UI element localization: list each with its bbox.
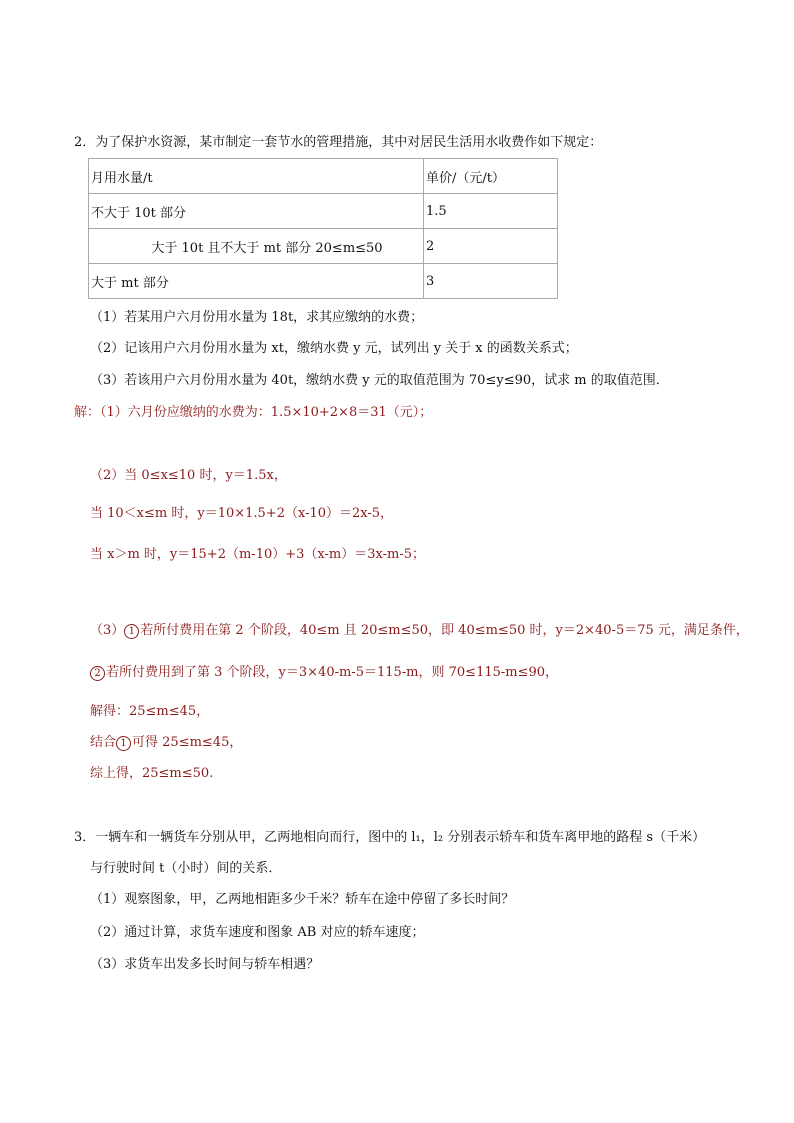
table-cell: 大于 10t 且不大于 mt 部分 20≤m≤50 [89, 229, 424, 264]
circled-number-1-ref: 1 [116, 736, 131, 751]
solution-step-2a: （2）当 0≤x≤10 时，y＝1.5x， [90, 468, 287, 483]
circled-number-1: 1 [124, 624, 139, 639]
solution-step-1: （1）六月份应缴纳的水费为：1.5×10+2×8＝31（元）； [100, 405, 433, 420]
q3-part-2: （2）通过计算，求货车速度和图象 AB 对应的轿车速度； [90, 925, 425, 940]
table-header-row [89, 159, 558, 194]
solution-label: 解： [74, 405, 101, 420]
solution-step-3a [90, 622, 749, 640]
q2-intro: 2．为了保护水资源，某市制定一套节水的管理措施，其中对居民生活用水收费作如下规定： [74, 135, 603, 150]
solution-step-3d-prefix: 结合 [90, 735, 117, 750]
q2-part-3: （3）若该用户六月份用水量为 40t，缴纳水费 y 元的取值范围为 70≤y≤90，试求 m 的取值范围． [90, 373, 669, 388]
solution-step-3d [90, 734, 242, 752]
table-row [89, 229, 558, 264]
solution-step-3d-text: 可得 25≤m≤45， [132, 735, 243, 750]
table-row [89, 264, 558, 299]
q3-line-2: 与行驶时间 t（小时）间的关系． [90, 861, 282, 876]
solution-step-3c: 解得：25≤m≤45， [90, 704, 210, 719]
q3-part-3: （3）求货车出发多长时间与轿车相遇？ [90, 957, 320, 972]
solution-step-3b-text: 若所付费用到了第 3 个阶段，y＝3×40-m-5＝115-m，则 70≤115-m≤90， [106, 665, 559, 680]
table-cell: 大于 mt 部分 [89, 264, 424, 299]
circled-number-2: 2 [90, 666, 105, 681]
q2-part-2: （2）记该用户六月份用水量为 xt，缴纳水费 y 元，试列出 y 关于 x 的函数关系式； [90, 341, 578, 356]
water-fee-table [88, 158, 558, 299]
table-cell: 3 [424, 264, 558, 299]
solution-step-3e: 综上得，25≤m≤50. [90, 766, 214, 781]
solution-step-2c: 当 x＞m 时，y＝15+2（m-10）+3（x-m）＝3x-m-5； [90, 547, 425, 562]
solution-line-1 [74, 404, 432, 422]
q2-part-1: （1）若某用户六月份用水量为 18t，求其应缴纳的水费； [90, 310, 424, 325]
table-header-cell: 单价/（元/t） [424, 159, 558, 194]
table-cell: 2 [424, 229, 558, 264]
table-header-cell: 月用水量/t [89, 159, 424, 194]
solution-step-3b [90, 664, 558, 682]
solution-step-3a-text: 若所付费用在第 2 个阶段，40≤m 且 20≤m≤50，即 40≤m≤50 时，y＝2×40-5＝75 元，满足条件， [140, 623, 749, 638]
table-cell: 1.5 [424, 194, 558, 229]
q3-line-1: 3．一辆车和一辆货车分别从甲，乙两地相向而行，图中的 l₁，l₂ 分别表示轿车和货车离甲地的路程 s（千米） [74, 830, 706, 845]
solution-step-3a-prefix: （3） [90, 623, 125, 638]
table-cell: 不大于 10t 部分 [89, 194, 424, 229]
table-row [89, 194, 558, 229]
solution-step-2b: 当 10＜x≤m 时，y＝10×1.5+2（x-10）＝2x-5， [90, 506, 394, 521]
q3-part-1: （1）观察图象，甲，乙两地相距多少千米？轿车在途中停留了多长时间？ [90, 892, 515, 907]
